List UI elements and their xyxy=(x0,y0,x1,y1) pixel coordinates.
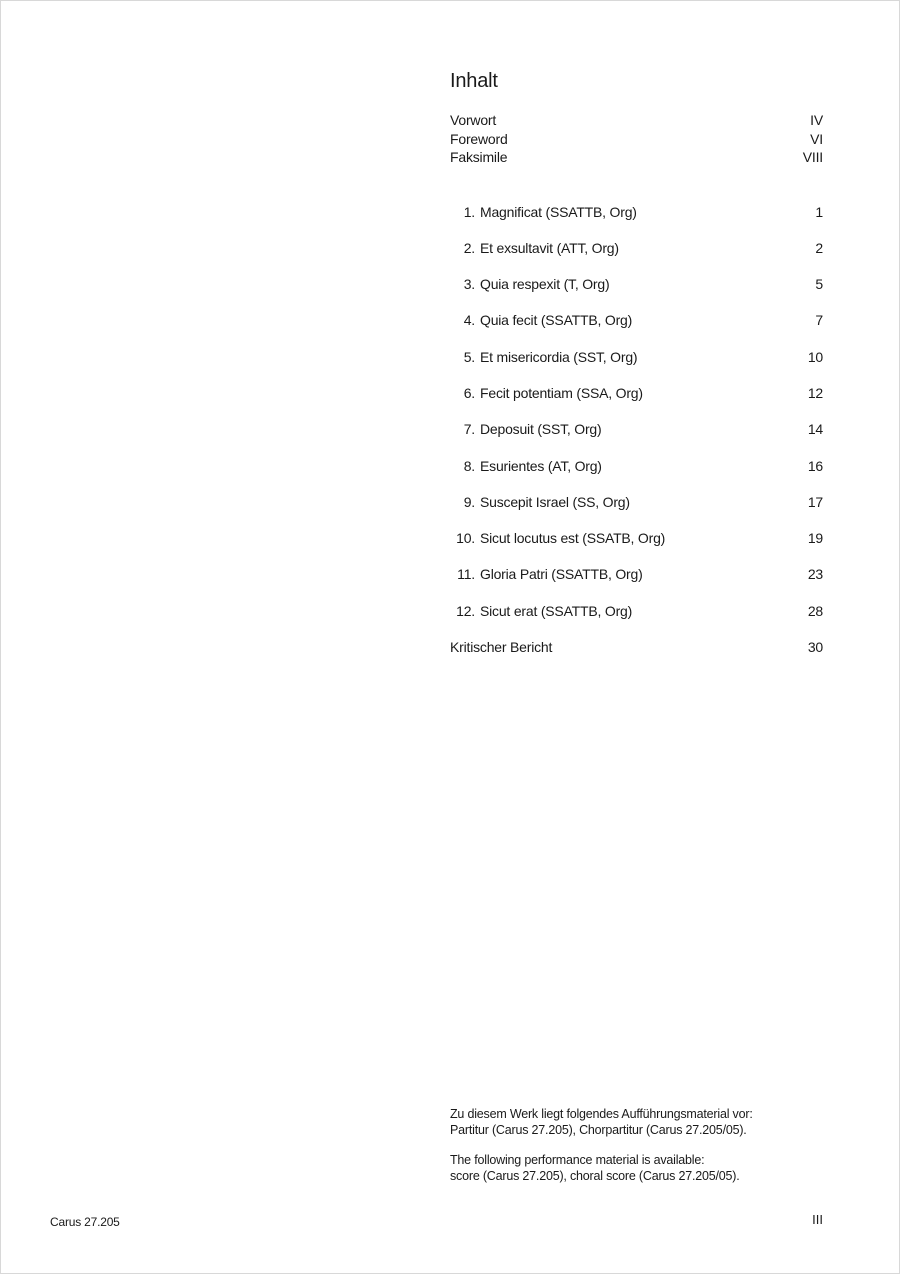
toc-entry-page: 1 xyxy=(815,203,823,220)
toc-entry-page: 17 xyxy=(807,493,823,510)
movement-number: 2. xyxy=(463,239,475,256)
movement-number: 10. xyxy=(456,530,475,547)
movement-number: 1. xyxy=(463,203,475,220)
toc-entry-page: 16 xyxy=(807,457,823,474)
movement-number: 9. xyxy=(463,493,475,510)
toc-entry-movement-1[interactable] xyxy=(450,203,823,239)
toc-entry-movement-4[interactable] xyxy=(450,311,823,347)
toc-entry-page: 19 xyxy=(807,530,823,547)
toc-entry-movement-5[interactable] xyxy=(450,348,823,384)
note-german-line-1: Zu diesem Werk liegt folgendes Aufführungsmaterial vor: xyxy=(450,1107,753,1121)
movement-title: Gloria Patri (SSATTB, Org) xyxy=(480,566,643,583)
toc-entry-faksimile[interactable] xyxy=(450,148,823,167)
toc-entry-movement-9[interactable] xyxy=(450,493,823,529)
toc-entry-movement-3[interactable] xyxy=(450,275,823,311)
movement-title: Sicut erat (SSATTB, Org) xyxy=(480,602,633,619)
footer-catalog-number: Carus 27.205 xyxy=(50,1215,120,1229)
table-of-contents xyxy=(450,70,823,656)
toc-entry-label: Foreword xyxy=(450,130,508,147)
toc-entry-page: 23 xyxy=(807,566,823,583)
movement-number: 3. xyxy=(463,276,475,293)
note-english-line-2: score (Carus 27.205), choral score (Carus 27.205/05). xyxy=(450,1169,740,1183)
note-english-line-1: The following performance material is available: xyxy=(450,1153,705,1167)
movement-title: Suscepit Israel (SS, Org) xyxy=(480,493,630,510)
toc-entry-foreword[interactable] xyxy=(450,130,823,149)
movement-title: Deposuit (SST, Org) xyxy=(480,421,602,438)
movement-number: 12. xyxy=(456,602,475,619)
toc-entry-page: 7 xyxy=(815,312,823,329)
toc-entry-kritischer-bericht[interactable] xyxy=(450,638,823,656)
toc-entry-page: 28 xyxy=(807,602,823,619)
toc-entry-movement-11[interactable] xyxy=(450,565,823,601)
toc-entry-vorwort[interactable] xyxy=(450,111,823,130)
movement-title: Quia respexit (T, Org) xyxy=(480,276,610,293)
movement-title: Et exsultavit (ATT, Org) xyxy=(480,239,619,256)
note-german-line-2: Partitur (Carus 27.205), Chorpartitur (Carus 27.205/05). xyxy=(450,1123,747,1137)
footer-page-number: III xyxy=(812,1212,823,1227)
note-german xyxy=(450,1106,830,1138)
front-matter-list xyxy=(450,111,823,167)
toc-entry-page: VI xyxy=(810,130,823,147)
toc-entry-page: 14 xyxy=(807,421,823,438)
toc-entry-label: Kritischer Bericht xyxy=(450,639,553,656)
toc-entry-movement-2[interactable] xyxy=(450,239,823,275)
toc-entry-page: 12 xyxy=(807,384,823,401)
toc-entry-page: 5 xyxy=(815,276,823,293)
note-english xyxy=(450,1152,830,1184)
toc-title: Inhalt xyxy=(450,70,498,92)
movement-number: 4. xyxy=(463,312,475,329)
movement-number: 6. xyxy=(463,384,475,401)
critical-report xyxy=(450,638,823,656)
movement-number: 7. xyxy=(463,421,475,438)
movement-title: Esurientes (AT, Org) xyxy=(480,457,602,474)
movement-title: Sicut locutus est (SSATB, Org) xyxy=(480,530,666,547)
toc-entry-movement-6[interactable] xyxy=(450,384,823,420)
toc-entry-movement-12[interactable] xyxy=(450,602,823,638)
movements-list xyxy=(450,203,823,639)
toc-entry-movement-10[interactable] xyxy=(450,529,823,565)
movement-title: Magnificat (SSATTB, Org) xyxy=(480,203,637,220)
toc-entry-page: IV xyxy=(810,112,823,128)
performance-material-note xyxy=(450,1106,830,1198)
movement-number: 5. xyxy=(463,348,475,365)
movement-title: Et misericordia (SST, Org) xyxy=(480,348,638,365)
movement-title: Fecit potentiam (SSA, Org) xyxy=(480,384,643,401)
toc-entry-page: VIII xyxy=(802,149,823,165)
toc-entry-label: Vorwort xyxy=(450,112,497,128)
movement-title: Quia fecit (SSATTB, Org) xyxy=(480,312,633,329)
toc-entry-movement-8[interactable] xyxy=(450,457,823,493)
toc-entry-page: 30 xyxy=(807,639,823,656)
movement-number: 11. xyxy=(457,566,475,583)
toc-entry-movement-7[interactable] xyxy=(450,420,823,456)
toc-entry-label: Faksimile xyxy=(450,149,508,165)
toc-entry-page: 10 xyxy=(807,348,823,365)
movement-number: 8. xyxy=(463,457,475,474)
toc-entry-page: 2 xyxy=(815,239,823,256)
